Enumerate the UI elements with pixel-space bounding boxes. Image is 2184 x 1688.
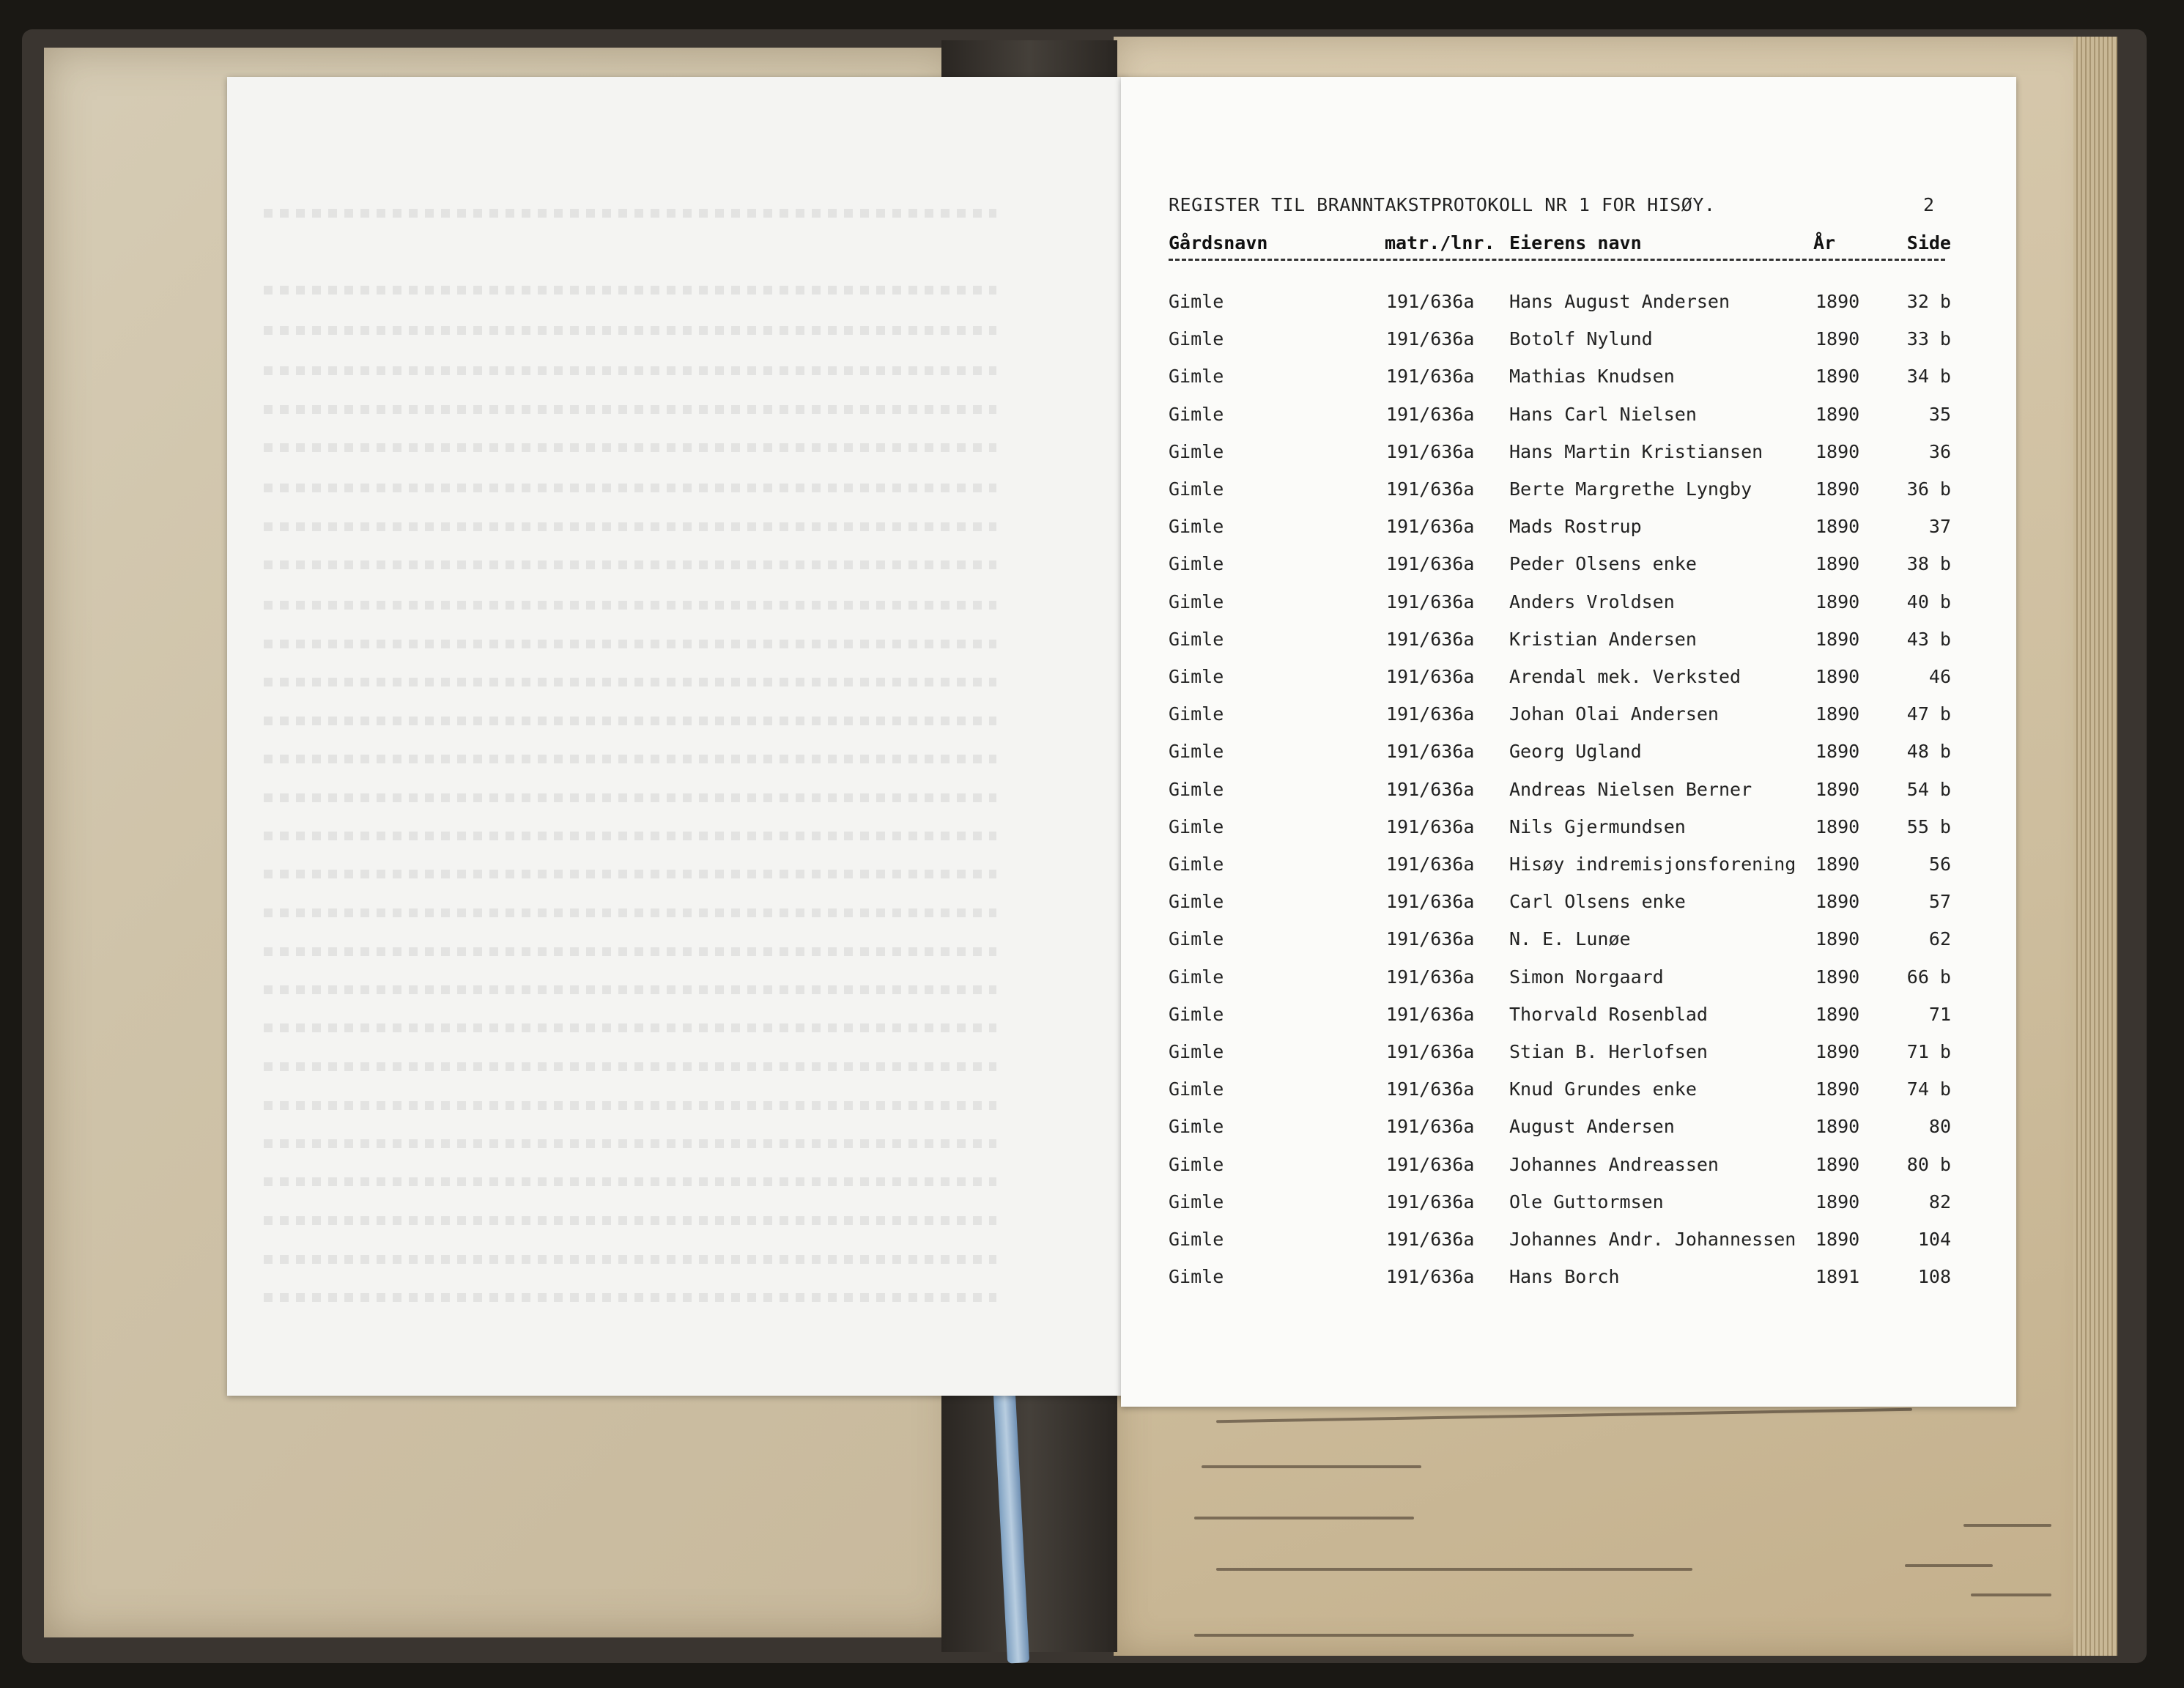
column-header-matr: matr./lnr. xyxy=(1385,232,1495,253)
table-row xyxy=(1121,516,2016,553)
cell-farm: Gimle xyxy=(1169,516,1224,538)
cell-owner: Hans Borch xyxy=(1509,1266,1620,1288)
show-through-text xyxy=(264,908,996,917)
cell-farm: Gimle xyxy=(1169,440,1224,462)
table-row xyxy=(1121,1154,2016,1191)
cell-side: 38 b xyxy=(1906,553,1951,575)
table-row xyxy=(1121,1229,2016,1266)
cell-side: 80 b xyxy=(1906,1153,1951,1175)
cell-year: 1890 xyxy=(1815,628,1860,650)
cell-year: 1890 xyxy=(1815,854,1860,875)
cell-side: 74 b xyxy=(1906,1078,1951,1100)
table-row xyxy=(1121,1078,2016,1116)
show-through-text xyxy=(264,1101,996,1110)
cell-side: 34 b xyxy=(1906,366,1951,388)
cell-year: 1890 xyxy=(1815,1191,1860,1213)
cell-owner: Nils Gjermundsen xyxy=(1509,815,1686,837)
cell-year: 1891 xyxy=(1815,1266,1860,1288)
cell-year: 1890 xyxy=(1815,891,1860,913)
table-row xyxy=(1121,666,2016,703)
cell-matr: 191/636a xyxy=(1386,891,1475,913)
column-header-owner: Eierens navn xyxy=(1509,232,1642,253)
show-through-text xyxy=(264,640,996,648)
cell-matr: 191/636a xyxy=(1386,1191,1475,1213)
table-row xyxy=(1121,1266,2016,1303)
cell-farm: Gimle xyxy=(1169,1229,1224,1250)
show-through-text xyxy=(264,560,996,569)
cell-year: 1890 xyxy=(1815,291,1860,312)
show-through-text xyxy=(264,405,996,414)
cell-matr: 191/636a xyxy=(1386,666,1475,687)
cell-farm: Gimle xyxy=(1169,366,1224,388)
table-row xyxy=(1121,1004,2016,1041)
table-row xyxy=(1121,553,2016,591)
column-header-year: År xyxy=(1813,232,1836,253)
table-row xyxy=(1121,1041,2016,1078)
cell-matr: 191/636a xyxy=(1386,1041,1475,1062)
cell-farm: Gimle xyxy=(1169,778,1224,800)
show-through-text xyxy=(264,985,996,994)
cell-year: 1890 xyxy=(1815,1041,1860,1062)
handwriting-line xyxy=(1216,1568,1692,1571)
cell-side: 80 xyxy=(1928,1116,1951,1138)
handwriting-line xyxy=(1971,1593,2051,1596)
cell-matr: 191/636a xyxy=(1386,778,1475,800)
show-through-text xyxy=(264,366,996,375)
handwriting-line xyxy=(1202,1465,1421,1468)
cell-farm: Gimle xyxy=(1169,403,1224,425)
cell-farm: Gimle xyxy=(1169,628,1224,650)
table-row xyxy=(1121,441,2016,478)
cell-year: 1890 xyxy=(1815,815,1860,837)
column-header-farm: Gårdsnavn xyxy=(1169,232,1268,253)
cell-year: 1890 xyxy=(1815,403,1860,425)
handwriting-line xyxy=(1905,1564,1993,1567)
show-through-text xyxy=(264,601,996,610)
cell-matr: 191/636a xyxy=(1386,741,1475,763)
show-through-text xyxy=(264,947,996,956)
cell-matr: 191/636a xyxy=(1386,854,1475,875)
cell-side: 55 b xyxy=(1906,815,1951,837)
show-through-text xyxy=(264,717,996,725)
show-through-text xyxy=(264,832,996,840)
cell-matr: 191/636a xyxy=(1386,1003,1475,1025)
cell-farm: Gimle xyxy=(1169,815,1224,837)
show-through-text xyxy=(264,755,996,763)
cell-matr: 191/636a xyxy=(1386,516,1475,538)
cell-year: 1890 xyxy=(1815,703,1860,725)
cell-owner: Berte Margrethe Lyngby xyxy=(1509,478,1752,500)
cell-year: 1890 xyxy=(1815,328,1860,350)
cell-owner: Mathias Knudsen xyxy=(1509,366,1675,388)
cell-owner: Stian B. Herlofsen xyxy=(1509,1041,1708,1062)
handwriting-line xyxy=(1194,1634,1634,1637)
handwriting-line xyxy=(1216,1408,1912,1424)
cell-year: 1890 xyxy=(1815,778,1860,800)
register-sheet xyxy=(1121,77,2016,1407)
cell-matr: 191/636a xyxy=(1386,928,1475,950)
show-through-text xyxy=(264,209,996,218)
table-row xyxy=(1121,291,2016,328)
cell-side: 35 xyxy=(1928,403,1951,425)
table-row xyxy=(1121,779,2016,816)
handwriting-line xyxy=(1194,1517,1414,1519)
cell-owner: Carl Olsens enke xyxy=(1509,891,1686,913)
cell-year: 1890 xyxy=(1815,440,1860,462)
cell-matr: 191/636a xyxy=(1386,628,1475,650)
cell-owner: Hans Martin Kristiansen xyxy=(1509,440,1763,462)
cell-side: 66 b xyxy=(1906,966,1951,988)
table-row xyxy=(1121,928,2016,966)
table-row xyxy=(1121,703,2016,741)
cell-owner: Simon Norgaard xyxy=(1509,966,1664,988)
cell-year: 1890 xyxy=(1815,1116,1860,1138)
cell-farm: Gimle xyxy=(1169,291,1224,312)
cell-owner: August Andersen xyxy=(1509,1116,1675,1138)
show-through-text xyxy=(264,286,996,295)
show-through-text xyxy=(264,443,996,452)
cell-farm: Gimle xyxy=(1169,1191,1224,1213)
cell-farm: Gimle xyxy=(1169,591,1224,612)
cell-side: 71 xyxy=(1928,1003,1951,1025)
cell-farm: Gimle xyxy=(1169,854,1224,875)
cell-owner: Mads Rostrup xyxy=(1509,516,1642,538)
cell-matr: 191/636a xyxy=(1386,1266,1475,1288)
cell-farm: Gimle xyxy=(1169,928,1224,950)
show-through-text xyxy=(264,1216,996,1225)
cell-farm: Gimle xyxy=(1169,741,1224,763)
cell-side: 37 xyxy=(1928,516,1951,538)
show-through-text xyxy=(264,1177,996,1186)
cell-matr: 191/636a xyxy=(1386,591,1475,612)
cell-farm: Gimle xyxy=(1169,1153,1224,1175)
show-through-text xyxy=(264,326,996,335)
cell-owner: Ole Guttormsen xyxy=(1509,1191,1664,1213)
cell-side: 71 b xyxy=(1906,1041,1951,1062)
cell-side: 47 b xyxy=(1906,703,1951,725)
cell-owner: Anders Vroldsen xyxy=(1509,591,1675,612)
table-row xyxy=(1121,629,2016,666)
show-through-text xyxy=(264,1062,996,1071)
cell-owner: Johan Olai Andersen xyxy=(1509,703,1719,725)
cell-farm: Gimle xyxy=(1169,666,1224,687)
table-row xyxy=(1121,854,2016,891)
cell-matr: 191/636a xyxy=(1386,966,1475,988)
cell-owner: Knud Grundes enke xyxy=(1509,1078,1697,1100)
cell-year: 1890 xyxy=(1815,1078,1860,1100)
cell-year: 1890 xyxy=(1815,516,1860,538)
cell-owner: Johannes Andr. Johannessen xyxy=(1509,1229,1796,1250)
cell-side: 57 xyxy=(1928,891,1951,913)
cell-owner: Andreas Nielsen Berner xyxy=(1509,778,1752,800)
cell-farm: Gimle xyxy=(1169,1041,1224,1062)
cell-side: 33 b xyxy=(1906,328,1951,350)
cell-owner: N. E. Lunøe xyxy=(1509,928,1631,950)
cell-side: 62 xyxy=(1928,928,1951,950)
cell-side: 104 xyxy=(1917,1229,1951,1250)
cell-matr: 191/636a xyxy=(1386,1153,1475,1175)
cell-side: 82 xyxy=(1928,1191,1951,1213)
cell-year: 1890 xyxy=(1815,1153,1860,1175)
cell-matr: 191/636a xyxy=(1386,478,1475,500)
show-through-text xyxy=(264,793,996,802)
cell-farm: Gimle xyxy=(1169,1078,1224,1100)
cell-owner: Botolf Nylund xyxy=(1509,328,1653,350)
show-through-text xyxy=(264,678,996,686)
cell-side: 40 b xyxy=(1906,591,1951,612)
cell-side: 32 b xyxy=(1906,291,1951,312)
cell-matr: 191/636a xyxy=(1386,1116,1475,1138)
cell-owner: Johannes Andreassen xyxy=(1509,1153,1719,1175)
cell-owner: Georg Ugland xyxy=(1509,741,1642,763)
cell-side: 56 xyxy=(1928,854,1951,875)
table-row xyxy=(1121,741,2016,778)
document-title: REGISTER TIL BRANNTAKSTPROTOKOLL NR 1 FOR HISØY. xyxy=(1169,194,1716,215)
cell-matr: 191/636a xyxy=(1386,440,1475,462)
cell-year: 1890 xyxy=(1815,928,1860,950)
cell-farm: Gimle xyxy=(1169,1266,1224,1288)
cell-matr: 191/636a xyxy=(1386,1229,1475,1250)
show-through-text xyxy=(264,522,996,531)
cell-side: 36 xyxy=(1928,440,1951,462)
table-row xyxy=(1121,591,2016,629)
cell-year: 1890 xyxy=(1815,666,1860,687)
cell-matr: 191/636a xyxy=(1386,403,1475,425)
cell-owner: Thorvald Rosenblad xyxy=(1509,1003,1708,1025)
show-through-text xyxy=(264,1255,996,1264)
table-row xyxy=(1121,478,2016,516)
cell-farm: Gimle xyxy=(1169,328,1224,350)
cell-matr: 191/636a xyxy=(1386,1078,1475,1100)
cell-year: 1890 xyxy=(1815,741,1860,763)
cell-matr: 191/636a xyxy=(1386,703,1475,725)
handwriting-line xyxy=(1963,1524,2051,1527)
table-row xyxy=(1121,404,2016,441)
cell-matr: 191/636a xyxy=(1386,291,1475,312)
cell-year: 1890 xyxy=(1815,1003,1860,1025)
inserted-sheet-left xyxy=(227,77,1125,1396)
cell-side: 54 b xyxy=(1906,778,1951,800)
cell-farm: Gimle xyxy=(1169,1116,1224,1138)
cell-owner: Hans Carl Nielsen xyxy=(1509,403,1697,425)
show-through-text xyxy=(264,1139,996,1148)
show-through-text xyxy=(264,1023,996,1032)
cell-year: 1890 xyxy=(1815,1229,1860,1250)
cell-owner: Peder Olsens enke xyxy=(1509,553,1697,575)
cell-matr: 191/636a xyxy=(1386,815,1475,837)
page-edges xyxy=(2073,37,2117,1656)
header-rule xyxy=(1169,259,1945,261)
cell-matr: 191/636a xyxy=(1386,366,1475,388)
show-through-text xyxy=(264,484,996,492)
cell-owner: Hans August Andersen xyxy=(1509,291,1730,312)
cell-farm: Gimle xyxy=(1169,553,1224,575)
cell-year: 1890 xyxy=(1815,366,1860,388)
table-row xyxy=(1121,328,2016,366)
column-header-side: Side xyxy=(1906,232,1951,253)
cell-year: 1890 xyxy=(1815,478,1860,500)
table-row xyxy=(1121,366,2016,403)
table-row xyxy=(1121,966,2016,1004)
cell-farm: Gimle xyxy=(1169,966,1224,988)
cell-side: 108 xyxy=(1917,1266,1951,1288)
table-row xyxy=(1121,1191,2016,1229)
cell-owner: Kristian Andersen xyxy=(1509,628,1697,650)
cell-side: 43 b xyxy=(1906,628,1951,650)
show-through-text xyxy=(264,1293,996,1302)
cell-year: 1890 xyxy=(1815,966,1860,988)
cell-side: 36 b xyxy=(1906,478,1951,500)
cell-year: 1890 xyxy=(1815,553,1860,575)
cell-year: 1890 xyxy=(1815,591,1860,612)
cell-side: 46 xyxy=(1928,666,1951,687)
table-row xyxy=(1121,1116,2016,1153)
cell-farm: Gimle xyxy=(1169,891,1224,913)
cell-side: 48 b xyxy=(1906,741,1951,763)
cell-farm: Gimle xyxy=(1169,1003,1224,1025)
cell-matr: 191/636a xyxy=(1386,553,1475,575)
cell-farm: Gimle xyxy=(1169,703,1224,725)
cell-owner: Hisøy indremisjonsforening xyxy=(1509,854,1796,875)
table-row xyxy=(1121,816,2016,854)
cell-owner: Arendal mek. Verksted xyxy=(1509,666,1741,687)
show-through-text xyxy=(264,870,996,878)
cell-farm: Gimle xyxy=(1169,478,1224,500)
table-row xyxy=(1121,891,2016,928)
page-number: 2 xyxy=(1923,194,1935,215)
cell-matr: 191/636a xyxy=(1386,328,1475,350)
